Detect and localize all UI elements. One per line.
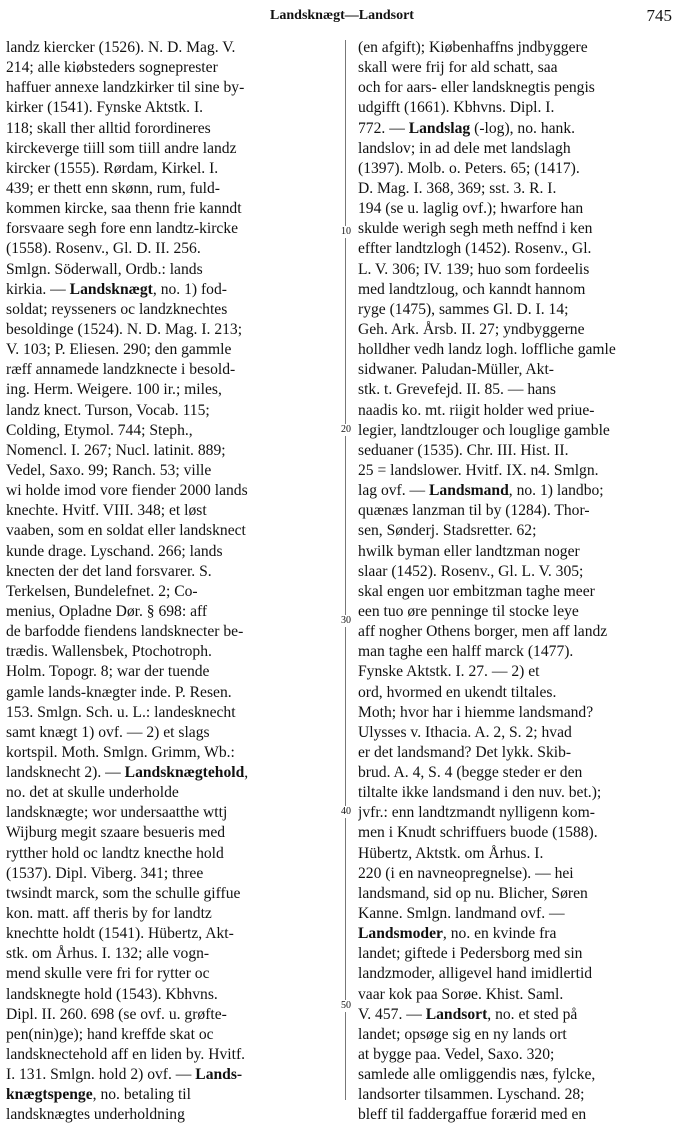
text-line: samlede alle omliggendis næs, fylcke,	[358, 1066, 596, 1084]
text-line: skulde werigh segh meth neffnd i ken	[358, 220, 593, 238]
text-line	[6, 763, 332, 783]
text-line: quænæs lanzman til by (1284). Thor-	[358, 502, 590, 520]
text-line: sidwaner. Paludan-Müller, Akt-	[358, 361, 554, 379]
text-line: bleff til faddergaffue forærid med en	[358, 1106, 587, 1124]
text-line: slaar (1452). Rosenv., Gl. L. V. 305;	[358, 562, 584, 580]
text-line: L. V. 306; IV. 139; huo som fordeelis	[358, 260, 590, 278]
text-line: landet; opsøge sig en ny lands ort	[358, 1025, 567, 1043]
text-line: trædis. Wallensbek, Ptochotroph.	[6, 643, 212, 661]
text-line: landslov; in ad dele met landslagh	[358, 139, 571, 157]
text-segment: ,	[244, 764, 249, 782]
text-line: de barfodde fiendens landsknecter be-	[6, 623, 244, 641]
text-line: Dipl. II. 260. 698 (se ovf. u. grøfte-	[6, 1005, 227, 1023]
text-line: landz kiercker (1526). N. D. Mag. V.	[6, 39, 236, 56]
text-line: at bygge paa. Vedel, Saxo. 320;	[358, 1046, 555, 1064]
text-line: 25 = landslower. Hvitf. IX. n4. Smlgn.	[358, 461, 599, 479]
text-line: med landtzloug, och kanndt hannom	[358, 280, 586, 298]
text-segment: , no. 1) fod-	[152, 280, 227, 298]
text-line: wi holde imod vore fiender 2000 lands	[6, 482, 248, 500]
text-line	[358, 1005, 684, 1025]
text-segment: , no. betaling til	[92, 1086, 191, 1104]
line-marker-40: 40	[336, 806, 356, 818]
text-segment: lag ovf. —	[358, 482, 430, 500]
headword: Lands-	[195, 1066, 243, 1084]
text-line: 118; skall ther alltid forordineres	[6, 119, 211, 137]
text-line: kortspil. Moth. Smlgn. Grimm, Wb.:	[6, 743, 235, 761]
text-line: forsvaare segh fore enn landtz-kircke	[6, 220, 239, 238]
text-line: skall were frij for ald schatt, saa	[358, 59, 558, 77]
headword: Landsknægtehold	[124, 764, 245, 782]
line-marker-30: 30	[336, 615, 356, 627]
text-line: kunde drage. Lyschand. 266; lands	[6, 542, 223, 560]
text-segment: I. 131. Smlgn. hold 2) ovf. —	[6, 1066, 196, 1084]
text-line: Wijburg megit szaare besueris med	[6, 824, 226, 842]
text-line: een tuo øre penninge til stocke leye	[358, 602, 579, 620]
text-line: legier, landtzlouger och louglige gamble	[358, 421, 610, 439]
text-line: skal engen uor embitzman taghe meer	[358, 582, 595, 600]
text-line: (en afgift); Kiøbenhaffns jndbyggere	[358, 39, 588, 56]
header-title: Landsknægt—Landsort	[270, 8, 414, 23]
text-line: Kanne. Smlgn. landmand ovf. —	[358, 905, 565, 923]
text-line: landsmand, sid op nu. Blicher, Søren	[358, 884, 588, 902]
text-line: V. 103; P. Eliesen. 290; den gammle	[6, 341, 232, 359]
text-segment: (-log), no. hank.	[470, 119, 576, 137]
text-line: D. Mag. I. 368, 369; sst. 3. R. I.	[358, 179, 557, 197]
text-segment: landsknecht 2). —	[6, 764, 125, 782]
right-column	[358, 38, 684, 1126]
text-line: hwilk byman eller landtzman noger	[358, 542, 580, 560]
text-line: kommen kircke, saa thenn frie kanndt	[6, 200, 242, 218]
text-segment: , no. et sted på	[487, 1005, 578, 1023]
text-line: stk. t. Grevefejd. II. 85. — hans	[358, 381, 556, 399]
text-line: man taghe een halff marck (1477).	[358, 643, 574, 661]
headword: Landslag	[408, 119, 471, 137]
headword: Landsknægt	[69, 280, 153, 298]
text-line: ryge (1475), sammes Gl. D. I. 14;	[358, 300, 569, 318]
text-line	[6, 280, 332, 300]
text-line: Colding, Etymol. 744; Steph.,	[6, 421, 193, 439]
text-line: sen, Sønderj. Stadsretter. 62;	[358, 522, 537, 540]
text-line: kon. matt. aff theris by for landtz	[6, 905, 212, 923]
text-line: landz knect. Turson, Vocab. 115;	[6, 401, 210, 419]
text-line: knechte. Hvitf. VIII. 348; et løst	[6, 502, 207, 520]
text-line	[6, 1085, 332, 1105]
text-line: stk. om Århus. I. 132; alle vogn-	[6, 945, 210, 963]
text-line: pen(nin)ge); hand kreffde skat oc	[6, 1025, 214, 1043]
headword: Landsmoder	[358, 925, 443, 943]
text-line: Terkelsen, Bundelefnet. 2; Co-	[6, 582, 198, 600]
text-line: gamle lands-knægter inde. P. Resen.	[6, 683, 232, 701]
text-line: kirker (1541). Fynske Aktstk. I.	[6, 99, 204, 117]
text-line: landsorter tilsammen. Lyschand. 28;	[358, 1086, 585, 1104]
text-line: 194 (se u. laglig ovf.); hwarfore han	[358, 200, 584, 218]
text-line: Fynske Aktstk. I. 27. — 2) et	[358, 663, 540, 681]
text-line: naadis ko. mt. riigit holder wed priue-	[358, 401, 595, 419]
text-line: haffuer annexe landzkirker til sine by-	[6, 79, 245, 97]
text-line: (1537). Dipl. Viberg. 341; three	[6, 864, 204, 882]
text-line: twsindt marck, som the schulle giffue	[6, 884, 241, 902]
text-line: knechtte holdt (1541). Hübertz, Akt-	[6, 925, 234, 943]
text-line: landsknægte; wor undersaatthe wttj	[6, 804, 228, 822]
text-line: jvfr.: enn landtzmandt nylligenn kom-	[358, 804, 595, 822]
text-line: 153. Smlgn. Sch. u. L.: landesknecht	[6, 703, 236, 721]
text-line: mend skulle vere fri for rytter oc	[6, 965, 210, 983]
text-segment: kirkia. —	[6, 280, 70, 298]
text-line: Holm. Topogr. 8; war der tuende	[6, 663, 210, 681]
text-line: landsknægtes underholdning	[6, 1106, 185, 1124]
headword: Landsmand	[429, 482, 509, 500]
text-line: effter landtzlogh (1452). Rosenv., Gl.	[358, 240, 592, 258]
text-line: brud. A. 4, S. 4 (begge steder er den	[358, 764, 583, 782]
text-line: no. det at skulle underholde	[6, 784, 179, 802]
text-line: Ulysses v. Ithacia. A. 2, S. 2; hvad	[358, 723, 572, 741]
text-line: udgifft (1661). Kbhvns. Dipl. I.	[358, 99, 555, 117]
text-line: 214; alle kiøbsteders sogneprester	[6, 59, 218, 77]
text-line: vaaben, som en soldat eller landsknect	[6, 522, 246, 540]
text-line: soldat; reysseners oc landzknechtes	[6, 300, 228, 318]
text-line: menius, Opladne Dør. § 698: aff	[6, 602, 208, 620]
text-line: er det landsmand? Det lykk. Skib-	[358, 743, 572, 761]
text-line: rytther hold oc landtz knecthe hold	[6, 844, 224, 862]
text-line: kirckeverge tiill som tiill andre landz	[6, 139, 237, 157]
text-line: men i Knudt schriffuers buode (1588).	[358, 824, 598, 842]
text-line: ing. Herm. Weigere. 100 ir.; miles,	[6, 381, 222, 399]
text-line: ord, hvormed en ukendt tiltales.	[358, 683, 557, 701]
text-line	[6, 1065, 332, 1085]
text-line: aff nogher Othens borger, men aff landz	[358, 623, 608, 641]
text-line: Moth; hvor har i hiemme landsmand?	[358, 703, 594, 721]
headword: Landsort	[425, 1005, 488, 1023]
text-line: Nomencl. I. 267; Nucl. latinit. 889;	[6, 441, 226, 459]
text-line: besoldinge (1524). N. D. Mag. I. 213;	[6, 320, 243, 338]
text-line: kircker (1555). Rørdam, Kirkel. I.	[6, 159, 219, 177]
text-line: knecten der det land forsvarer. S.	[6, 562, 212, 580]
text-line: (1397). Molb. o. Peters. 65; (1417).	[358, 159, 580, 177]
line-marker-50: 50	[336, 1000, 356, 1012]
text-segment: , no. en kvinde fra	[442, 925, 557, 943]
text-segment: V. 457. —	[358, 1005, 426, 1023]
headword: knægtspenge	[6, 1086, 93, 1104]
running-header	[0, 6, 684, 30]
line-marker-10: 10	[336, 226, 356, 238]
page-number: 745	[646, 6, 672, 25]
text-line	[358, 119, 684, 139]
text-line: tiltalte ikke landsmand i den nuv. bet.);	[358, 784, 602, 802]
text-segment: , no. 1) landbo;	[508, 482, 604, 500]
text-line	[358, 481, 684, 501]
text-line: holldher vedh landz logh. loffliche gamle	[358, 341, 616, 359]
text-line: samt knægt 1) ovf. — 2) et slags	[6, 723, 210, 741]
column-divider	[345, 40, 346, 1100]
text-line: landsknegte hold (1543). Kbhvns.	[6, 985, 218, 1003]
text-line: (1558). Rosenv., Gl. D. II. 256.	[6, 240, 201, 258]
text-line: landet; giftede i Pedersborg med sin	[358, 945, 583, 963]
text-line: Smlgn. Söderwall, Ordb.: lands	[6, 260, 203, 278]
text-segment: 772. —	[358, 119, 409, 137]
text-line: och for aars- eller landsknegtis pengis	[358, 79, 595, 97]
text-line: landsknectehold aff en liden by. Hvitf.	[6, 1046, 246, 1064]
text-line: vaar kok paa Sorøe. Khist. Saml.	[358, 985, 564, 1003]
text-line	[358, 924, 684, 944]
text-line: 220 (i en navneopregnelse). — hei	[358, 864, 574, 882]
text-line: Hübertz, Aktstk. om Århus. I.	[358, 844, 544, 862]
text-line: Geh. Ark. Årsb. II. 27; yndbyggerne	[358, 320, 585, 338]
text-line: 439; er thett enn skønn, rum, fuld-	[6, 179, 220, 197]
text-line: seduaner (1535). Chr. III. Hist. II.	[358, 441, 569, 459]
left-column	[6, 38, 332, 1126]
text-line: ræff annamede landzknecte i besold-	[6, 361, 236, 379]
text-line: landzmoder, alligevel hand imidlertid	[358, 965, 593, 983]
line-marker-20: 20	[336, 424, 356, 436]
text-line: Vedel, Saxo. 99; Ranch. 53; ville	[6, 461, 212, 479]
